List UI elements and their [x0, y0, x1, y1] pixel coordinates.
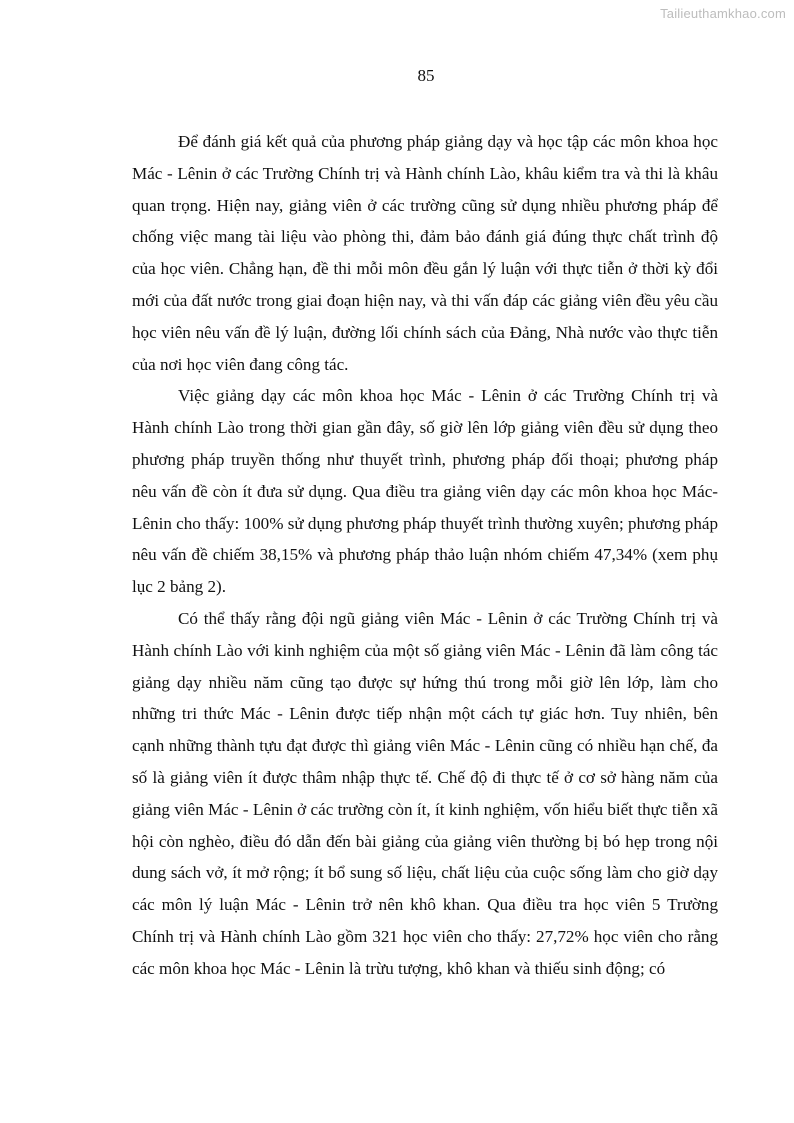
paragraph-exam-assessment: Để đánh giá kết quả của phương pháp giảng dạy và học tập các môn khoa học Mác - Lênin ở các Trường Chính trị và Hành chính Lào, khâu kiểm tra và thi là khâu quan trọng. Hiện nay, giảng viên ở các trường cũng sử dụng nhiều phương pháp để chống việc mang tài liệu vào phòng thi, đảm bảo đánh giá đúng thực chất trình độ của học viên. Chẳng hạn, đề thi mỗi môn đều gắn lý luận với thực tiễn ở thời kỳ đổi mới của đất nước trong giai đoạn hiện nay, và thi vấn đáp các giảng viên đều yêu cầu học viên nêu vấn đề lý luận, đường lối chính sách của Đảng, Nhà nước vào thực tiễn của nơi học viên đang công tác. [132, 132, 718, 374]
paragraph-teaching-methods: Việc giảng dạy các môn khoa học Mác - Lênin ở các Trường Chính trị và Hành chính Lào trong thời gian gần đây, số giờ lên lớp giảng viên đều sử dụng theo phương pháp truyền thống như thuyết trình, phương pháp đối thoại; phương pháp nêu vấn đề còn ít đưa sử dụng. Qua điều tra giảng viên dạy các môn khoa học Mác-Lênin cho thấy: 100% sử dụng phương pháp thuyết trình thường xuyên; phương pháp nêu vấn đề chiếm 38,15% và phương pháp thảo luận nhóm chiếm 47,34% (xem phụ lục 2 bảng 2). [132, 386, 718, 597]
body-text [132, 126, 718, 985]
paragraph-lecturer-experience: Có thể thấy rằng đội ngũ giảng viên Mác - Lênin ở các Trường Chính trị và Hành chính Lào với kinh nghiệm của một số giảng viên Mác - Lênin đã làm công tác giảng dạy nhiều năm cũng tạo được sự hứng thú trong mỗi giờ lên lớp, làm cho những tri thức Mác - Lênin được tiếp nhận một cách tự giác hơn. Tuy nhiên, bên cạnh những thành tựu đạt được thì giảng viên Mác - Lênin cũng có nhiều hạn chế, đa số là giảng viên ít được thâm nhập thực tế. Chế độ đi thực tế ở cơ sở hàng năm của giảng viên Mác - Lênin ở các trường còn ít, ít kinh nghiệm, vốn hiểu biết thực tiễn xã hội còn nghèo, điều đó dẫn đến bài giảng của giảng viên thường bị bó hẹp trong nội dung sách vở, ít mở rộng; ít bổ sung số liệu, chất liệu của cuộc sống làm cho giờ dạy các môn lý luận Mác - Lênin trở nên khô khan. Qua điều tra học viên 5 Trường Chính trị và Hành chính Lào gồm 321 học viên cho thấy: 27,72% học viên cho rằng các môn khoa học Mác - Lênin là trừu tượng, khô khan và thiếu sinh động; có [132, 608, 718, 978]
watermark-text: Tailieuthamkhao.com [660, 6, 786, 21]
page-number: 85 [417, 66, 435, 85]
